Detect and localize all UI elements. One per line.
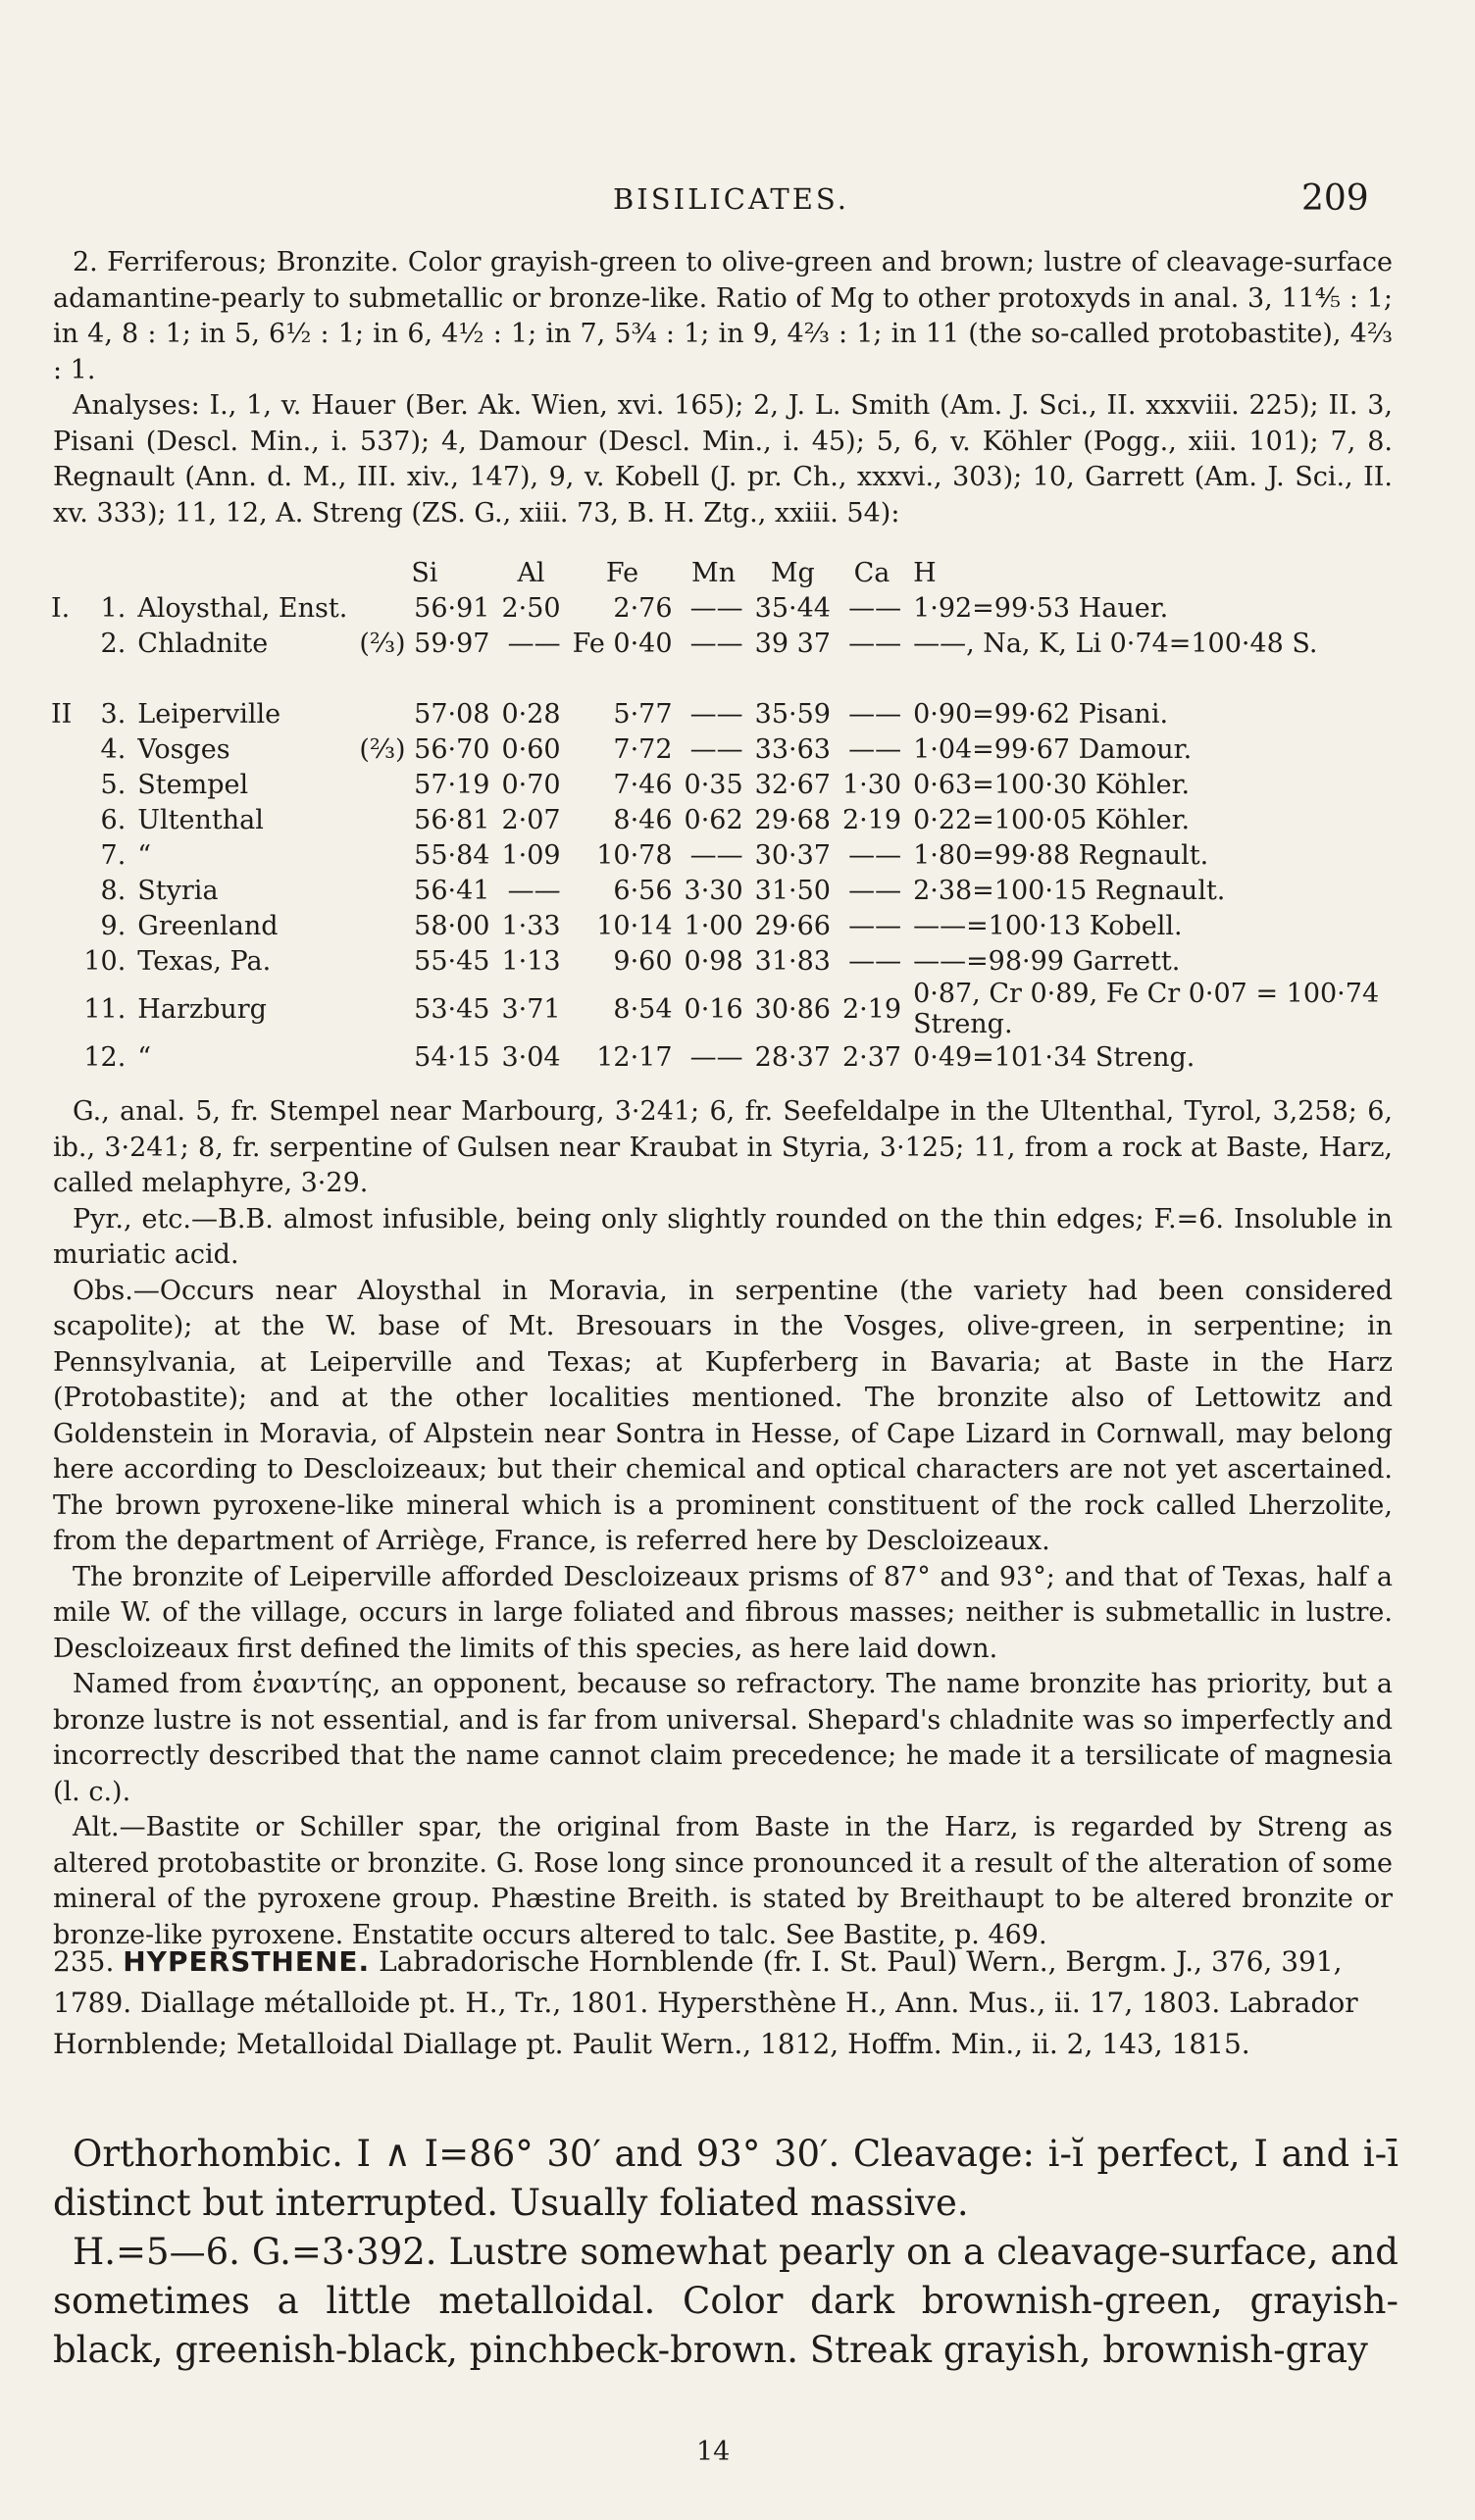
cell-mn: —— <box>689 698 743 730</box>
table-group-gap <box>45 661 1475 696</box>
cell-rest: 0·63=100·30 Köhler. <box>913 769 1191 800</box>
cell-mn: 1·00 <box>684 910 743 941</box>
cell-mn: —— <box>689 839 743 871</box>
cell-fe: 7·72 <box>613 733 673 765</box>
physical-properties: H.=5—6. G.=3·392. Lustre somewhat pearly on a cleavage-surface, and sometimes a little metalloidal. Color dark brownish-green, grayish-black, greenish-black, pinchbeck-brown. Streak grayish, brownish-gray <box>53 2231 1399 2371</box>
cell-no: 1. <box>100 592 127 624</box>
cell-rest: 0·87, Cr 0·89, Fe Cr 0·07 = 100·74 Streng. <box>913 979 1380 1039</box>
col-al: Al <box>517 557 545 588</box>
table-row <box>45 979 1475 1039</box>
cell-loc: Leiperville <box>137 698 281 730</box>
cell-al: 1·09 <box>501 839 561 871</box>
gravity-notes: G., anal. 5, fr. Stempel near Marbourg, 3·241; 6, fr. Seefeldalpe in the Ultenthal, Tyrol, 3,258; 6, ib., 3·241; 8, fr. serpentine of Gulsen near Kraubat in Styria, 3·125; 11, from a rock at Baste, Harz, called melaphyre, 3·29. <box>53 1096 1393 1198</box>
species-synonymy: Labradorische Hornblende (fr. I. St. Paul) Wern., Bergm. J., 376, 391, 1789. Diallage métalloide pt. H., Tr., 1801. Hypersthène H., Ann. Mus., ii. 17, 1803. Labrador Hornblende; Metalloidal Diallage pt. Paulit Wern., 1812, Hoffm. Min., ii. 2, 143, 1815. <box>53 1945 1358 2060</box>
cell-loc: “ <box>137 1041 152 1073</box>
cell-fe: 10·14 <box>596 910 673 941</box>
bronzite-description: 2. Ferriferous; Bronzite. Color grayish-green to olive-green and brown; lustre of cleavage-surface adamantine-pearly to submetallic or bronze-like. Ratio of Mg to other protoxyds in anal. 3, 11⅘ : 1; in 4, 8 : 1; in 5, 6½ : 1; in 6, 4½ : 1; in 7, 5¾ : 1; in 9, 4⅔ : 1; in 11 (the so-called protobastite), 4⅔ : 1. <box>53 247 1393 385</box>
cell-rest: ——=98·99 Garrett. <box>913 945 1181 977</box>
cell-ca: 2·19 <box>841 993 902 1025</box>
cell-loc: Harzburg <box>137 993 267 1025</box>
cell-group <box>45 731 77 767</box>
cell-mn: 0·62 <box>684 804 743 835</box>
cell-al: 0·60 <box>501 733 561 765</box>
cell-ca: —— <box>848 698 902 730</box>
cell-si: 55·84 <box>414 839 490 871</box>
cell-group <box>45 943 77 979</box>
species-number: 235. <box>53 1945 115 1978</box>
cell-group <box>45 908 77 943</box>
cell-no: 6. <box>100 804 127 835</box>
table-row <box>45 626 1475 661</box>
cell-mg: 28·37 <box>754 1041 831 1073</box>
table-row <box>45 1039 1475 1075</box>
cell-loc: Styria <box>137 875 219 906</box>
cell-al: 3·04 <box>501 1041 561 1073</box>
cell-al: 0·28 <box>501 698 561 730</box>
table-row <box>45 696 1475 731</box>
cell-mn: 0·35 <box>684 769 743 800</box>
table-row <box>45 837 1475 873</box>
cell-no: 7. <box>100 839 127 871</box>
cell-loc: “ <box>137 839 152 871</box>
cell-loc: Greenland <box>137 910 279 941</box>
cell-rest: 0·22=100·05 Köhler. <box>913 804 1191 835</box>
table-row <box>45 731 1475 767</box>
cell-fe: 5·77 <box>613 698 673 730</box>
col-ca: Ca <box>853 557 890 588</box>
cell-ca: 1·30 <box>841 769 902 800</box>
cell-no: 8. <box>100 875 127 906</box>
cell-no: 5. <box>100 769 127 800</box>
cell-si: 57·19 <box>414 769 490 800</box>
cell-ca: —— <box>848 733 902 765</box>
cell-group <box>45 1039 77 1075</box>
cell-ca: —— <box>848 875 902 906</box>
cell-rest: ——, Na, K, Li 0·74=100·48 S. <box>913 628 1318 659</box>
cell-fe: 10·78 <box>596 839 673 871</box>
cell-si: 55·45 <box>414 945 490 977</box>
species-heading <box>53 1941 1395 2065</box>
table-row <box>45 873 1475 908</box>
cell-fe: 7·46 <box>613 769 673 800</box>
cell-mg: 35·59 <box>754 698 831 730</box>
alteration: Alt.—Bastite or Schiller spar, the original from Baste in the Harz, is regarded by Streng as altered protobastite or bronzite. G. Rose long since pronounced it a result of the alteration of some mineral of the pyroxene group. Phæstine Breith. is stated by Breithaupt to be altered bronzite or bronze-like pyroxene. Enstatite occurs altered to talc. See Bastite, p. 469. <box>53 1812 1393 1950</box>
cell-no: 4. <box>100 733 127 765</box>
cell-no: 9. <box>100 910 127 941</box>
cell-mg: 30·37 <box>754 839 831 871</box>
cell-si: 56·81 <box>414 804 490 835</box>
leiperville-note: The bronzite of Leiperville afforded Descloizeaux prisms of 87° and 93°; and that of Texas, half a mile W. of the village, occurs in large foliated and fibrous masses; neither is submetallic in lustre. Descloizeaux first defined the limits of this species, as here laid down. <box>53 1561 1393 1664</box>
cell-al: 3·71 <box>501 993 561 1025</box>
cell-mn: —— <box>689 1041 743 1073</box>
species-name: HYPERSTHENE. <box>123 1945 371 1978</box>
cell-mg: 39 37 <box>754 628 831 659</box>
cell-fe: Fe 0·40 <box>572 628 673 659</box>
cell-ca: —— <box>848 945 902 977</box>
table-row <box>45 802 1475 837</box>
cell-ca: —— <box>848 910 902 941</box>
cell-mg: 30·86 <box>754 993 831 1025</box>
col-fe: Fe <box>605 557 639 588</box>
crystallography: Orthorhombic. I ∧ I=86° 30′ and 93° 30′. Cleavage: i-ĭ perfect, I and i-ī distinct but interrupted. Usually foliated massive. <box>53 2133 1399 2224</box>
page-number: 209 <box>1301 178 1369 219</box>
observations: Obs.—Occurs near Aloysthal in Moravia, in serpentine (the variety had been considered scapolite); at the W. base of Mt. Bresouars in the Vosges, olive-green, in serpentine; in Pennsylvania, at Leiperville and Texas; at Kupferberg in Bavaria; at Baste in the Harz (Protobastite); and at the other localities mentioned. The bronzite also of Lettowitz and Goldenstein in Moravia, of Alpstein near Sontra in Hesse, of Cape Lizard in Cornwall, may belong here according to Descloizeaux; but their chemical and optical characters are not yet ascertained. The brown pyroxene-like mineral which is a prominent constituent of the rock called Lherzolite, from the department of Arriège, France, is referred here by Descloizeaux. <box>53 1275 1393 1556</box>
cell-rest: ——=100·13 Kobell. <box>913 910 1183 941</box>
cell-rest: 1·04=99·67 Damour. <box>913 733 1193 765</box>
cell-si: 54·15 <box>414 1041 490 1073</box>
cell-mg: 32·67 <box>754 769 831 800</box>
cell-fe: 9·60 <box>613 945 673 977</box>
cell-no: 3. <box>100 698 127 730</box>
cell-loc: Vosges <box>137 733 230 765</box>
cell-al: 0·70 <box>501 769 561 800</box>
cell-fe: 8·46 <box>613 804 673 835</box>
table-row <box>45 590 1475 626</box>
cell-rest: 1·80=99·88 Regnault. <box>913 839 1209 871</box>
cell-si: 57·08 <box>414 698 490 730</box>
species-description <box>53 2130 1399 2375</box>
cell-si: (⅔) 56·70 <box>359 733 490 765</box>
bronzite-intro <box>53 245 1393 531</box>
cell-mn: —— <box>689 628 743 659</box>
pyrognostics: Pyr., etc.—B.B. almost infusible, being only slightly rounded on the thin edges; F.=6. Insoluble in muriatic acid. <box>53 1203 1393 1270</box>
cell-group <box>45 767 77 802</box>
cell-group: II <box>51 698 73 730</box>
cell-ca: 2·19 <box>841 804 902 835</box>
analyses-sources: Analyses: I., 1, v. Hauer (Ber. Ak. Wien, xvi. 165); 2, J. L. Smith (Am. J. Sci., II. xxxviii. 225); II. 3, Pisani (Descl. Min., i. 537); 4, Damour (Descl. Min., i. 45); 5, 6, v. Köhler (Pogg., xiii. 101); 7, 8. Regnault (Ann. d. M., III. xiv., 147), 9, v. Kobell (J. pr. Ch., xxxvi., 303); 10, Garrett (Am. J. Sci., II. xv. 333); 11, 12, A. Streng (ZS. G., xiii. 73, B. H. Ztg., xxiii. 54): <box>53 390 1393 529</box>
cell-fe: 8·54 <box>613 993 673 1025</box>
table-header-row <box>45 555 1475 590</box>
cell-al: 2·50 <box>501 592 561 624</box>
cell-mg: 29·66 <box>754 910 831 941</box>
cell-group <box>45 979 77 1039</box>
cell-mg: 31·83 <box>754 945 831 977</box>
cell-ca: —— <box>848 628 902 659</box>
cell-mn: 0·98 <box>684 945 743 977</box>
col-mn: Mn <box>691 557 737 588</box>
cell-loc: Aloysthal, Enst. <box>137 592 348 624</box>
table-row <box>45 908 1475 943</box>
cell-rest: 0·90=99·62 Pisani. <box>913 698 1169 730</box>
col-mg: Mg <box>770 557 815 588</box>
cell-si: 56·91 <box>414 592 490 624</box>
cell-si: (⅔) 59·97 <box>359 628 490 659</box>
cell-loc: Chladnite <box>137 628 269 659</box>
cell-group <box>45 626 77 661</box>
cell-rest: 2·38=100·15 Regnault. <box>913 875 1226 906</box>
cell-mg: 29·68 <box>754 804 831 835</box>
cell-loc: Ultenthal <box>137 804 264 835</box>
cell-fe: 6·56 <box>613 875 673 906</box>
cell-al: 1·13 <box>501 945 561 977</box>
cell-al: 2·07 <box>501 804 561 835</box>
signature-mark: 14 <box>696 2437 731 2467</box>
cell-group: I. <box>51 592 71 624</box>
cell-group <box>45 873 77 908</box>
cell-al: —— <box>507 628 561 659</box>
cell-mg: 35·44 <box>754 592 831 624</box>
cell-group <box>45 837 77 873</box>
cell-ca: —— <box>848 592 902 624</box>
cell-al: —— <box>507 875 561 906</box>
cell-no: 2. <box>100 628 127 659</box>
cell-group <box>45 802 77 837</box>
table-row <box>45 943 1475 979</box>
cell-loc: Texas, Pa. <box>137 945 272 977</box>
running-head: BISILICATES. <box>613 182 849 216</box>
col-si: Si <box>411 557 438 588</box>
cell-mn: —— <box>689 592 743 624</box>
cell-rest: 1·92=99·53 Hauer. <box>913 592 1169 624</box>
cell-no: 10. <box>83 945 127 977</box>
cell-mn: 3·30 <box>684 875 743 906</box>
cell-mg: 31·50 <box>754 875 831 906</box>
table-row <box>45 767 1475 802</box>
cell-no: 12. <box>83 1041 127 1073</box>
col-h: H <box>913 557 937 588</box>
cell-si: 56·41 <box>414 875 490 906</box>
cell-no: 11. <box>83 993 127 1025</box>
cell-ca: 2·37 <box>841 1041 902 1073</box>
cell-mg: 33·63 <box>754 733 831 765</box>
cell-mn: —— <box>689 733 743 765</box>
cell-si: 58·00 <box>414 910 490 941</box>
etymology: Named from ἐναντίης, an opponent, because so refractory. The name bronzite has priority, but a bronze lustre is not essential, and is far from universal. Shepard's chladnite was so imperfectly and incorrectly described that the name cannot claim precedence; he made it a tersilicate of magnesia (l. c.). <box>53 1669 1393 1807</box>
cell-loc: Stempel <box>137 769 249 800</box>
analyses-table <box>45 555 1475 1075</box>
cell-fe: 2·76 <box>613 592 673 624</box>
cell-mn: 0·16 <box>684 993 743 1025</box>
cell-rest: 0·49=101·34 Streng. <box>913 1041 1195 1073</box>
cell-si: 53·45 <box>414 993 490 1025</box>
cell-ca: —— <box>848 839 902 871</box>
page-header <box>0 178 1475 227</box>
cell-fe: 12·17 <box>596 1041 673 1073</box>
bronzite-notes <box>53 1094 1393 1953</box>
cell-al: 1·33 <box>501 910 561 941</box>
